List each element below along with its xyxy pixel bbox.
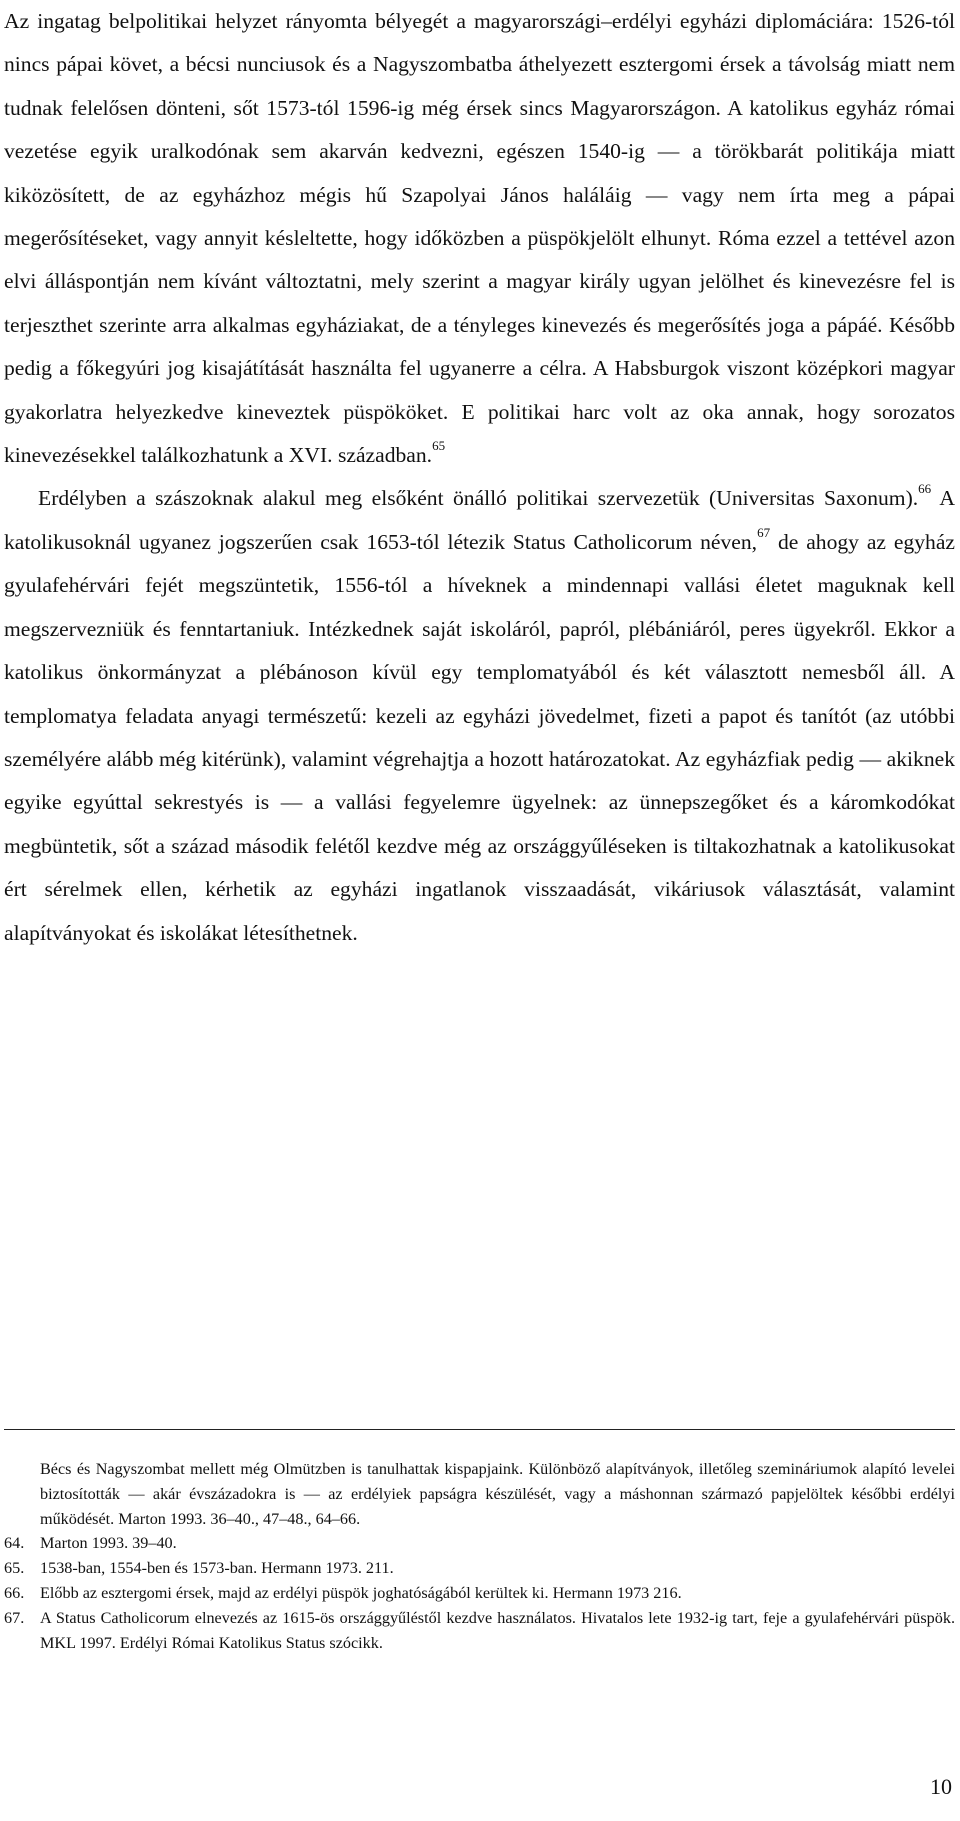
paragraph: [4, 0, 955, 477]
footnote-text: Előbb az esztergomi érsek, majd az erdélyi püspök joghatóságából kerültek ki. Hermann 1973 216.: [40, 1583, 682, 1602]
footnote-item: [4, 1556, 955, 1581]
footnote-text: 1538-ban, 1554-ben és 1573-ban. Hermann 1973. 211.: [40, 1559, 394, 1578]
paragraph: [4, 477, 955, 954]
footnote-separator: [4, 1429, 955, 1430]
footnote-number: 67.: [4, 1608, 25, 1627]
footnote-number: 66.: [4, 1583, 25, 1602]
paragraph-text: de ahogy az egyház gyulafehérvári fejét megszüntetik, 1556-tól a híveknek a mindennapi vallási életet maguknak kell megszervezniük és fenntartaniuk. Intézkednek saját iskoláról, papról, plébániáról, peres ügyekről. Ekkor a katolikus önkormányzat a plébánoson kívül egy templomatyából és két választott nemesből áll. A templomatya feladata anyagi természetű: kezeli az egyházi jövedelmet, fizeti a papot és tanítót (az utóbbi személyére alább még kitérünk), valamint végrehajtja a hozott határozatokat. Az egyházfiak pedig — akiknek egyike egyúttal sekrestyés is — a vallási fegyelemre ügyelnek: az ünnepszegőket és a káromkodókat megbüntetik, sőt a század második felétől kezdve még az országgyűléseken is tiltakozhatnak a katolikusokat ért sérelmek ellen, kérhetik az egyházi ingatlanok visszaadását, vikáriusok választását, valamint alapítványokat és iskolákat létesíthetnek.: [4, 529, 955, 945]
footnote-number: 64.: [4, 1534, 25, 1553]
paragraph-text: Az ingatag belpolitikai helyzet rányomta bélyegét a magyarországi–erdélyi egyházi diplomáciára: 1526-tól nincs pápai követ, a bécsi nunciusok és a Nagyszombatba áthelyezett esztergomi érsek a távolság miatt nem tudnak felelősen dönteni, sőt 1573-tól 1596-ig még érsek sincs Magyarországon. A katolikus egyház római vezetése egyik uralkodónak sem akarván kedvezni, egészen 1540-ig — a törökbarát politikája miatt kiközösített, de az egyházhoz mégis hű Szapolyai János haláláig — vagy nem írta meg a pápai megerősítéseket, vagy annyit késleltette, hogy időközben a püspökjelölt elhunyt. Róma ezzel a tettével azon elvi álláspontján nem kívánt változtatni, mely szerint a magyar király ugyan jelölhet és kinevezésre fel is terjeszthet szerinte arra alkalmas egyháziakat, de a tényleges kinevezés és megerősítés joga a pápáé. Később pedig a főkegyúri jog kisajátítását használta fel ugyanerre a célra. A Habsburgok viszont középkori magyar gyakorlatra helyezkedve kineveztek püspököket. E politikai harc volt az oka annak, hogy sorozatos kinevezésekkel találkozhatunk a XVI. században.: [4, 9, 955, 468]
footnote-item: [4, 1531, 955, 1556]
main-text: [4, 0, 955, 955]
paragraph-text: Erdélyben a szászoknak alakul meg elsőként önálló politikai szervezetük (Universitas Saxonum).: [38, 486, 919, 511]
footnote-ref[interactable]: 67: [757, 524, 771, 540]
paragraph-text: A katolikusoknál ugyanez jogszerűen csak 1653-tól létezik Status Catholicorum néven,: [4, 486, 955, 554]
footnote-number: 65.: [4, 1559, 25, 1578]
footnote-text: A Status Catholicorum elnevezés az 1615-ös országgyűléstől kezdve használatos. Hivatalos lete 1932-ig tart, feje a gyulafehérvári püspök. MKL 1997. Erdélyi Római Katolikus Status szócikk.: [40, 1608, 955, 1652]
footnote-ref[interactable]: 65: [432, 438, 446, 454]
footnote-item: [4, 1606, 955, 1656]
footnotes: [4, 1457, 955, 1655]
footnote-continuation: Bécs és Nagyszombat mellett még Olmützben is tanulhattak kispapjaink. Különböző alapítványok, illetőleg szemináriumok alapító levelei biztosították — akár évszázadokra is — az erdélyiek papságra készülését, vagy a máshonnan származó papjelöltek későbbi erdélyi működését. Marton 1993. 36–40., 47–48., 64–66.: [40, 1460, 955, 1528]
footnote-text: Marton 1993. 39–40.: [40, 1534, 177, 1553]
footnote-item: [4, 1581, 955, 1606]
footnote-ref[interactable]: 66: [918, 481, 932, 497]
page-number: 10: [930, 1774, 952, 1799]
